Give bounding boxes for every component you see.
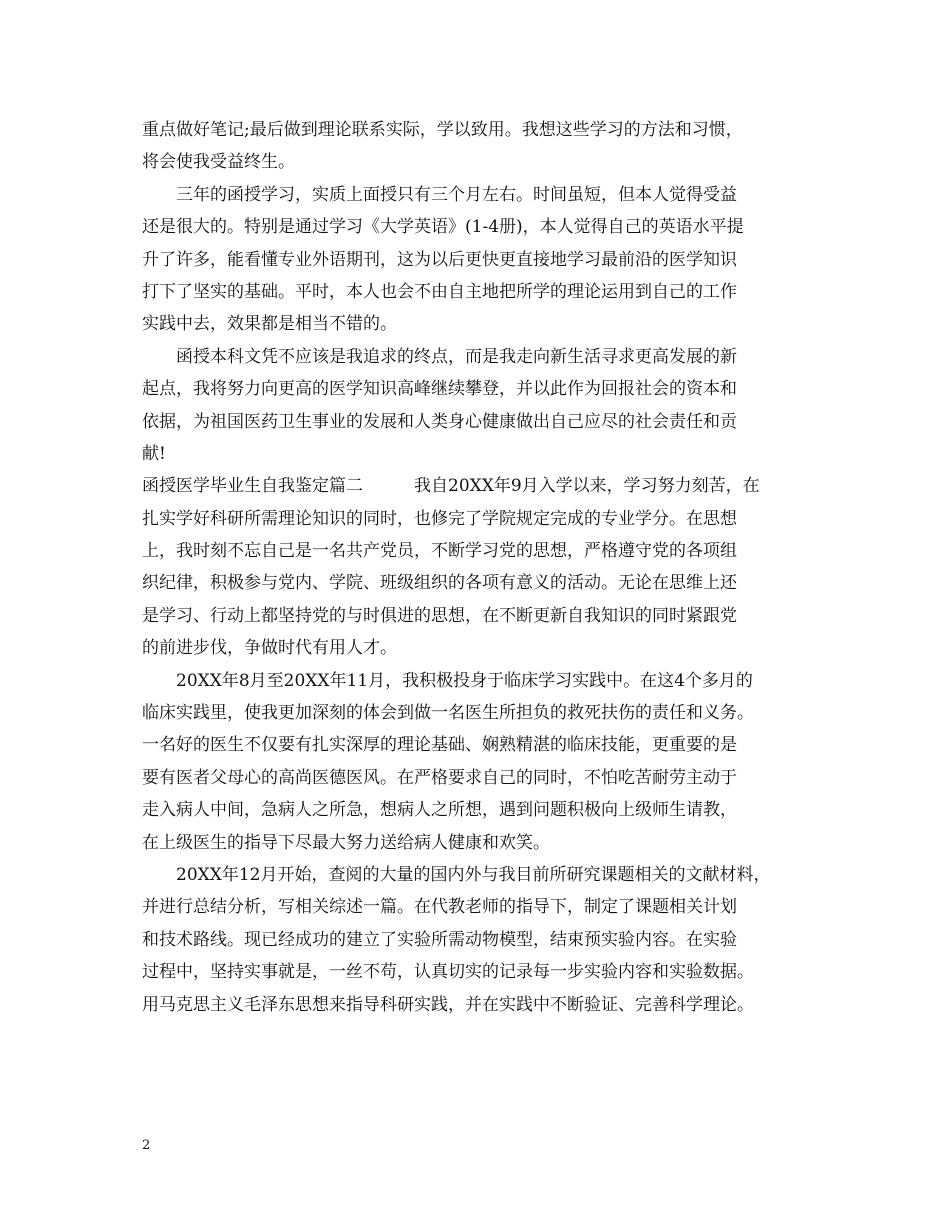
text-line: 上，我时刻不忘自己是一名共产党员，不断学习党的思想，严格遵守党的各项组 [142, 541, 737, 562]
text-line: 并进行总结分析，写相关综述一篇。在代教老师的指导下，制定了课题相关计划 [142, 897, 737, 918]
text-line: 要有医者父母心的高尚医德医风。在严格要求自己的同时，不怕吃苦耐劳主动于 [142, 767, 737, 788]
text-line: 是学习、行动上都坚持党的与时俱进的思想，在不断更新自我知识的同时紧跟党 [142, 605, 737, 626]
text-line: 起点，我将努力向更高的医学知识高峰继续攀登，并以此作为回报社会的资本和 [142, 379, 737, 400]
text-line: 实践中去，效果都是相当不错的。 [142, 314, 397, 335]
text-line: 临床实践里，使我更加深刻的体会到做一名医生所担负的救死扶伤的责任和义务。 [142, 703, 754, 724]
text-line: 三年的函授学习，实质上面授只有三个月左右。时间虽短，但本人觉得受益 [142, 184, 737, 205]
text-line: 扎实学好科研所需理论知识的同时，也修完了学院规定完成的专业学分。在思想 [142, 508, 737, 529]
text-line: 在上级医生的指导下尽最大努力送给病人健康和欢笑。 [142, 832, 550, 853]
text-line: 和技术路线。现已经成功的建立了实验所需动物模型，结束预实验内容。在实验 [142, 929, 737, 950]
text-line: 重点做好笔记;最后做到理论联系实际，学以致用。我想这些学习的方法和习惯， [142, 120, 743, 140]
text-line: 将会使我受益终生。 [142, 152, 295, 173]
page-number: 2 [142, 1138, 151, 1153]
body-text [142, 114, 822, 1021]
text-line: 函授本科文凭不应该是我追求的终点，而是我走向新生活寻求更高发展的新 [142, 346, 737, 367]
text-line: 依据，为祖国医药卫生事业的发展和人类身心健康做出自己应尽的社会责任和贡 [142, 411, 737, 432]
text-line: 织纪律，积极参与党内、学院、班级组织的各项有意义的活动。无论在思维上还 [142, 573, 737, 594]
section-heading-line: 函授医学毕业生自我鉴定篇二 我自20XX年9月入学以来，学习努力刻苦，在 [142, 476, 760, 497]
text-line: 走入病人中间，急病人之所急，想病人之所想，遇到问题积极向上级师生请教， [142, 800, 737, 821]
text-line: 打下了坚实的基础。平时，本人也会不由自主地把所学的理论运用到自己的工作 [142, 281, 737, 302]
text-line: 过程中，坚持实事就是，一丝不苟，认真切实的记录每一步实验内容和实验数据。 [142, 962, 754, 983]
text-line: 的前进步伐，争做时代有用人才。 [142, 638, 397, 659]
text-line: 一名好的医生不仅要有扎实深厚的理论基础、娴熟精湛的临床技能，更重要的是 [142, 735, 737, 756]
text-line: 20XX年8月至20XX年11月，我积极投身于临床学习实践中。在这4个多月的 [142, 670, 753, 691]
text-line: 20XX年12月开始，查阅的大量的国内外与我目前所研究课题相关的文献材料， [142, 864, 771, 885]
text-line: 用马克思主义毛泽东思想来指导科研实践，并在实践中不断验证、完善科学理论。 [142, 994, 754, 1015]
text-line: 升了许多，能看懂专业外语期刊，这为以后更快更直接地学习最前沿的医学知识 [142, 249, 737, 270]
text-line: 献! [142, 443, 166, 464]
text-line: 还是很大的。特别是通过学习《大学英语》(1-4册)，本人觉得自己的英语水平提 [142, 217, 744, 238]
